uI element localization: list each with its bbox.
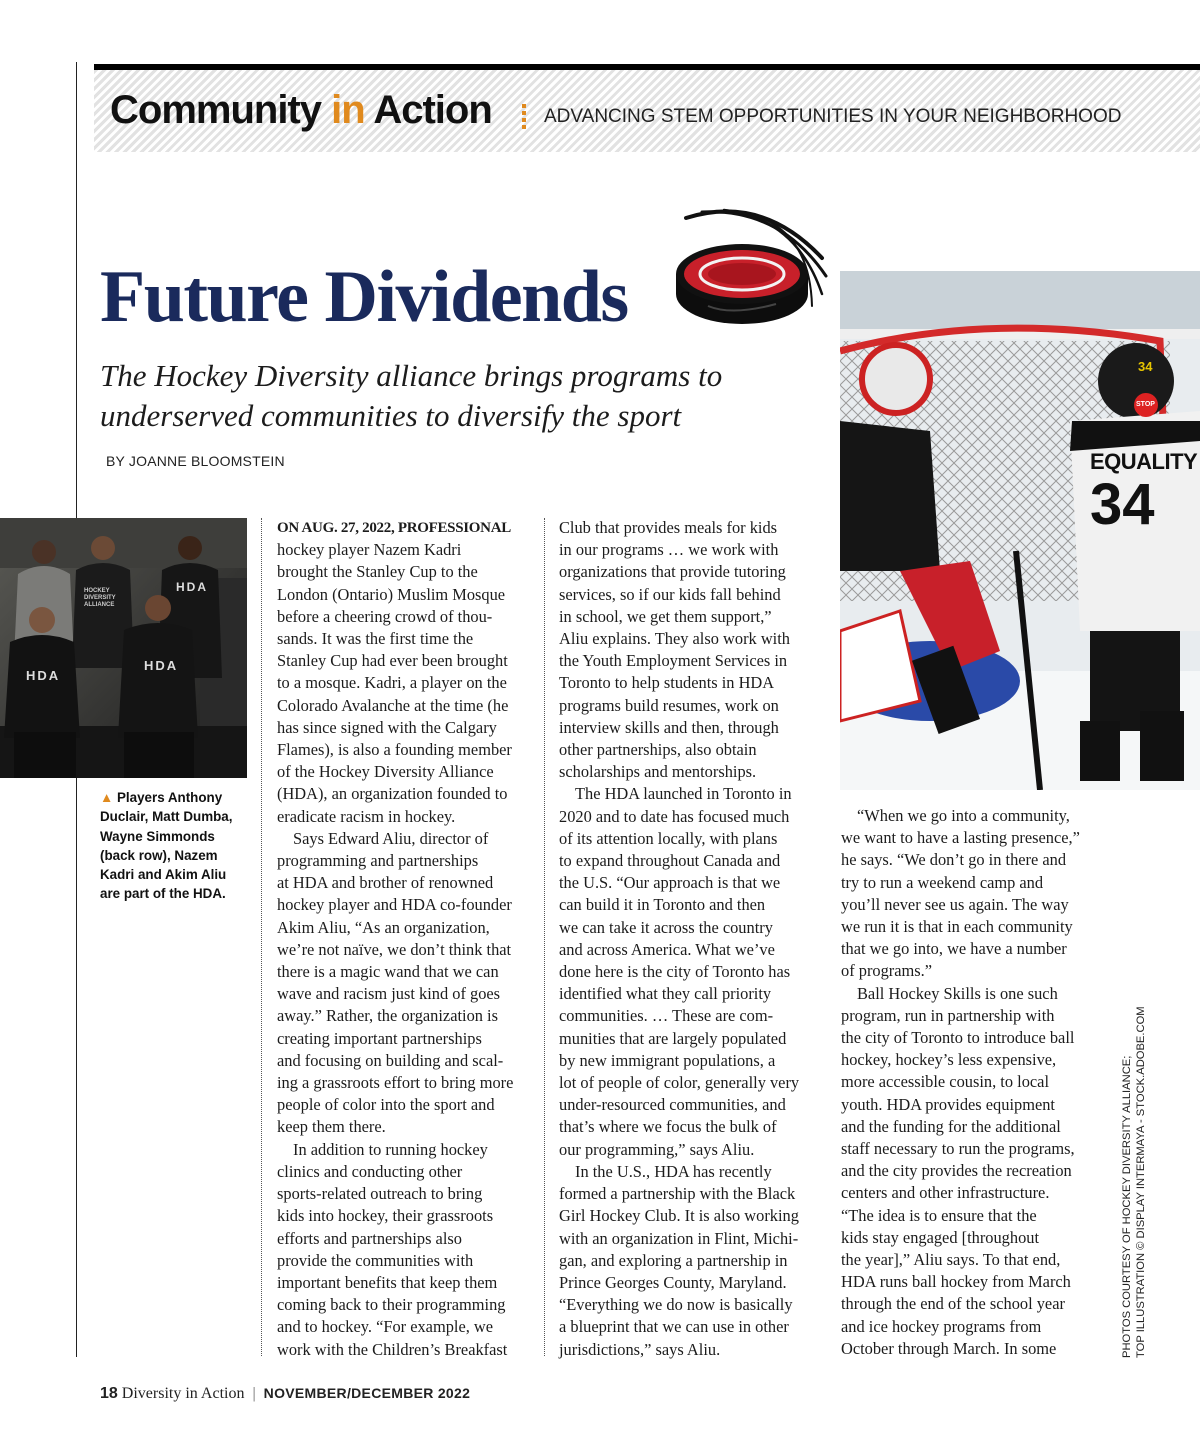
body-text-line: gan, and exploring a partnership in xyxy=(559,1250,788,1270)
body-text-line: he says. “We don’t go in there and xyxy=(841,850,1067,870)
column-separator xyxy=(261,518,262,1356)
body-text-line: to expand throughout Canada and xyxy=(559,851,781,871)
body-text-line: “The idea is to ensure that the xyxy=(841,1205,1037,1225)
body-text-line: clinics and conducting other xyxy=(277,1161,463,1181)
body-text-line: In the U.S., HDA has recently xyxy=(575,1161,772,1181)
body-text-line: services, so if our kids fall behind xyxy=(559,584,781,604)
body-text-line: away.” Rather, the organization is xyxy=(277,1006,498,1026)
body-text-line: important benefits that keep them xyxy=(277,1272,498,1292)
body-text-line: Flames), is also a founding member xyxy=(277,740,512,760)
body-text-line: In addition to running hockey xyxy=(293,1139,488,1159)
body-text-line: brought the Stanley Cup to the xyxy=(277,562,478,582)
body-text-line: (HDA), an organization founded to xyxy=(277,784,508,804)
body-text-line: of programs.” xyxy=(841,961,933,981)
caption-line: Players Anthony xyxy=(117,790,223,805)
body-text-line: Girl Hockey Club. It is also working xyxy=(559,1206,799,1226)
body-text-line: and ice hockey programs from xyxy=(841,1316,1042,1336)
body-text-line: ing a grassroots effort to bring more xyxy=(277,1073,514,1093)
body-text-line: a blueprint that we can use in other xyxy=(559,1317,789,1337)
body-text-line: and focusing on building and scal- xyxy=(277,1050,504,1070)
body-text-line: and the funding for the additional xyxy=(841,1116,1061,1136)
body-text-line: 2020 and to date has focused much xyxy=(559,806,790,826)
body-text-line: of its attention locally, with plans xyxy=(559,828,778,848)
body-text-line: and across America. What we’ve xyxy=(559,939,775,959)
body-text-line: keep them there. xyxy=(277,1117,386,1137)
body-text-line: you’ll never see us again. The way xyxy=(841,894,1069,914)
body-text-line: under-resourced communities, and xyxy=(559,1095,786,1115)
body-text-line: at HDA and brother of renowned xyxy=(277,873,494,893)
body-text-line: the U.S. “Our approach is that we xyxy=(559,873,781,893)
issue-date: NOVEMBER/DECEMBER 2022 xyxy=(263,1385,471,1401)
youth-hockey-photo xyxy=(840,271,1200,790)
body-column-2 xyxy=(559,517,821,1361)
body-text-line: coming back to their programming xyxy=(277,1295,506,1315)
hda-wordmark: HOCKEY DIVERSITY ALLIANCE xyxy=(84,588,116,608)
caption-line: are part of the HDA. xyxy=(100,886,226,902)
photo-caption xyxy=(100,788,250,904)
body-text-line: Says Edward Aliu, director of xyxy=(293,828,489,848)
body-text-line: our programming,” says Aliu. xyxy=(559,1139,755,1159)
body-text-line: communities. … These are com- xyxy=(559,1006,774,1026)
body-text-line: to a mosque. Kadri, a player on the xyxy=(277,673,507,693)
caption-line: (back row), Nazem xyxy=(100,847,218,863)
body-text-line: wave and racism just kind of goes xyxy=(277,984,501,1004)
section-title xyxy=(110,88,492,133)
body-text-line: efforts and partnerships also xyxy=(277,1228,462,1248)
article-byline: BY JOANNE BLOOMSTEIN xyxy=(106,453,285,469)
section-title-part2: in xyxy=(331,88,365,132)
page-number: 18 xyxy=(100,1385,118,1402)
body-text-line: formed a partnership with the Black xyxy=(559,1184,796,1204)
body-text-line: staff necessary to run the programs, xyxy=(841,1139,1075,1159)
body-text-line: hockey player Nazem Kadri xyxy=(277,540,462,560)
body-text-line: programming and partnerships xyxy=(277,851,479,871)
body-text-line: “Everything we do now is basically xyxy=(559,1295,793,1315)
jersey-number: 34 xyxy=(1090,472,1155,537)
body-text-line: in school, we get them support,” xyxy=(559,606,772,626)
body-text-line: youth. HDA provides equipment xyxy=(841,1094,1055,1114)
body-text-line: we want to have a lasting presence,” xyxy=(841,828,1080,848)
body-text-line: and to hockey. “For example, we xyxy=(277,1317,494,1337)
credit-line-1: PHOTOS COURTESY OF HOCKEY DIVERSITY ALLIANCE; xyxy=(1121,1055,1133,1358)
article-headline: Future Dividends xyxy=(100,256,628,338)
body-text-line: has since signed with the Calgary xyxy=(277,717,497,737)
article-deck xyxy=(100,356,800,436)
body-text-line: with an organization in Flint, Michi- xyxy=(559,1228,799,1248)
body-text-line: in our programs … we work with xyxy=(559,540,779,560)
body-text-line: ON AUG. 27, 2022, PROFESSIONAL xyxy=(277,520,511,536)
body-text-line: and the city provides the recreation xyxy=(841,1161,1072,1181)
body-text-line: hockey player and HDA co-founder xyxy=(277,895,512,915)
caption-line: Duclair, Matt Dumba, xyxy=(100,809,233,825)
body-text-line: sports-related outreach to bring xyxy=(277,1184,483,1204)
caption-line: Kadri and Akim Aliu xyxy=(100,867,227,883)
body-column-3 xyxy=(841,805,1103,1360)
body-text-line: of the Hockey Diversity Alliance xyxy=(277,762,494,782)
body-text-line: we’re not naïve, we don’t think that xyxy=(277,939,512,959)
helmet-number: 34 xyxy=(1138,359,1153,374)
body-text-line: kids stay engaged [throughout xyxy=(841,1227,1040,1247)
body-text-line: Aliu explains. They also work with xyxy=(559,629,790,649)
body-text-line: centers and other infrastructure. xyxy=(841,1183,1050,1203)
publication-name: Diversity in Action xyxy=(121,1385,245,1402)
body-text-line: the year],” Aliu says. To that end, xyxy=(841,1250,1061,1270)
hda-logo-left: HDA xyxy=(26,668,61,683)
body-text-line: the city of Toronto to introduce ball xyxy=(841,1028,1075,1048)
body-text-line: programs build resumes, work on xyxy=(559,695,779,715)
credit-line-2: TOP ILLUSTRATION © DISPLAY INTERMAYA - STOCK.ADOBE.COM xyxy=(1135,1006,1147,1358)
body-text-line: try to run a weekend camp and xyxy=(841,872,1044,892)
body-text-line: sands. It was the first time the xyxy=(277,629,474,649)
body-text-line: more accessible cousin, to local xyxy=(841,1072,1049,1092)
body-text-line: Akim Aliu, “As an organization, xyxy=(277,917,490,937)
body-text-line: Colorado Avalanche at the time (he xyxy=(277,695,509,715)
body-text-line: other partnerships, also obtain xyxy=(559,740,757,760)
body-text-line: organizations that provide tutoring xyxy=(559,562,786,582)
body-text-line: provide the communities with xyxy=(277,1250,474,1270)
body-column-1 xyxy=(277,517,539,1361)
body-text-line: that’s where we focus the bulk of xyxy=(559,1117,777,1137)
body-text-line: Stanley Cup had ever been brought xyxy=(277,651,508,671)
stop-sign-label: STOP xyxy=(1136,401,1155,408)
body-text-line: scholarships and mentorships. xyxy=(559,762,757,782)
body-text-line: program, run in partnership with xyxy=(841,1005,1055,1025)
hda-logo-back: HDA xyxy=(176,580,208,594)
body-text-line: eradicate racism in hockey. xyxy=(277,806,456,826)
body-text-line: work with the Children’s Breakfast xyxy=(277,1339,508,1359)
section-title-part3: Action xyxy=(373,88,492,132)
body-text-line: done here is the city of Toronto has xyxy=(559,962,791,982)
caption-triangle-icon: ▲ xyxy=(100,790,114,805)
body-text-line: Ball Hockey Skills is one such xyxy=(857,983,1058,1003)
body-text-line: London (Ontario) Muslim Mosque xyxy=(277,584,506,604)
column-separator xyxy=(544,518,545,1356)
body-text-line: jurisdictions,” says Aliu. xyxy=(559,1339,721,1359)
body-text-line: we run it is that in each community xyxy=(841,917,1073,937)
body-text-line: the Youth Employment Services in xyxy=(559,651,788,671)
caption-line: Wayne Simmonds xyxy=(100,828,215,844)
body-text-line: we can take it across the country xyxy=(559,917,773,937)
body-text-line: kids into hockey, their grassroots xyxy=(277,1206,494,1226)
body-text-line: The HDA launched in Toronto in xyxy=(575,784,792,804)
section-divider-dots xyxy=(522,104,526,132)
body-text-line: identified what they call priority xyxy=(559,984,772,1004)
body-text-line: that we go into, we have a number xyxy=(841,939,1067,959)
body-text-line: lot of people of color, generally very xyxy=(559,1073,800,1093)
body-text-line: there is a magic wand that we can xyxy=(277,962,499,982)
body-text-line: before a cheering crowd of thou- xyxy=(277,606,493,626)
body-text-line: HDA runs ball hockey from March xyxy=(841,1272,1071,1292)
footer-separator: | xyxy=(252,1385,256,1402)
body-text-line: October through March. In some xyxy=(841,1338,1057,1358)
body-text-line: can build it in Toronto and then xyxy=(559,895,766,915)
section-title-part1: Community xyxy=(110,88,321,132)
body-text-line: “When we go into a community, xyxy=(857,806,1070,825)
body-text-line: creating important partnerships xyxy=(277,1028,482,1048)
section-header-band xyxy=(94,64,1200,152)
deck-line-2: underserved communities to diversify the sport xyxy=(100,398,682,433)
section-subtitle: ADVANCING STEM OPPORTUNITIES IN YOUR NEIGHBORHOOD xyxy=(544,106,1122,127)
body-text-line: Toronto to help students in HDA xyxy=(559,673,775,693)
body-text-line: munities that are largely populated xyxy=(559,1028,787,1048)
players-group-photo xyxy=(0,518,247,778)
jersey-text: EQUALITY xyxy=(1090,449,1198,474)
photo-credit xyxy=(1120,1006,1148,1358)
body-text-line: interview skills and then, through xyxy=(559,717,779,737)
body-text-line: Club that provides meals for kids xyxy=(559,518,778,537)
body-text-line: people of color into the sport and xyxy=(277,1095,495,1115)
hda-logo-right: HDA xyxy=(144,658,179,673)
hockey-puck-icon xyxy=(672,198,832,338)
body-text-line: through the end of the school year xyxy=(841,1294,1065,1314)
body-text-line: by new immigrant populations, a xyxy=(559,1050,776,1070)
body-text-line: hockey, hockey’s less expensive, xyxy=(841,1050,1057,1070)
deck-line-1: The Hockey Diversity alliance brings programs to xyxy=(100,358,723,393)
page-footer xyxy=(100,1385,470,1403)
body-text-line: Prince Georges County, Maryland. xyxy=(559,1272,787,1292)
